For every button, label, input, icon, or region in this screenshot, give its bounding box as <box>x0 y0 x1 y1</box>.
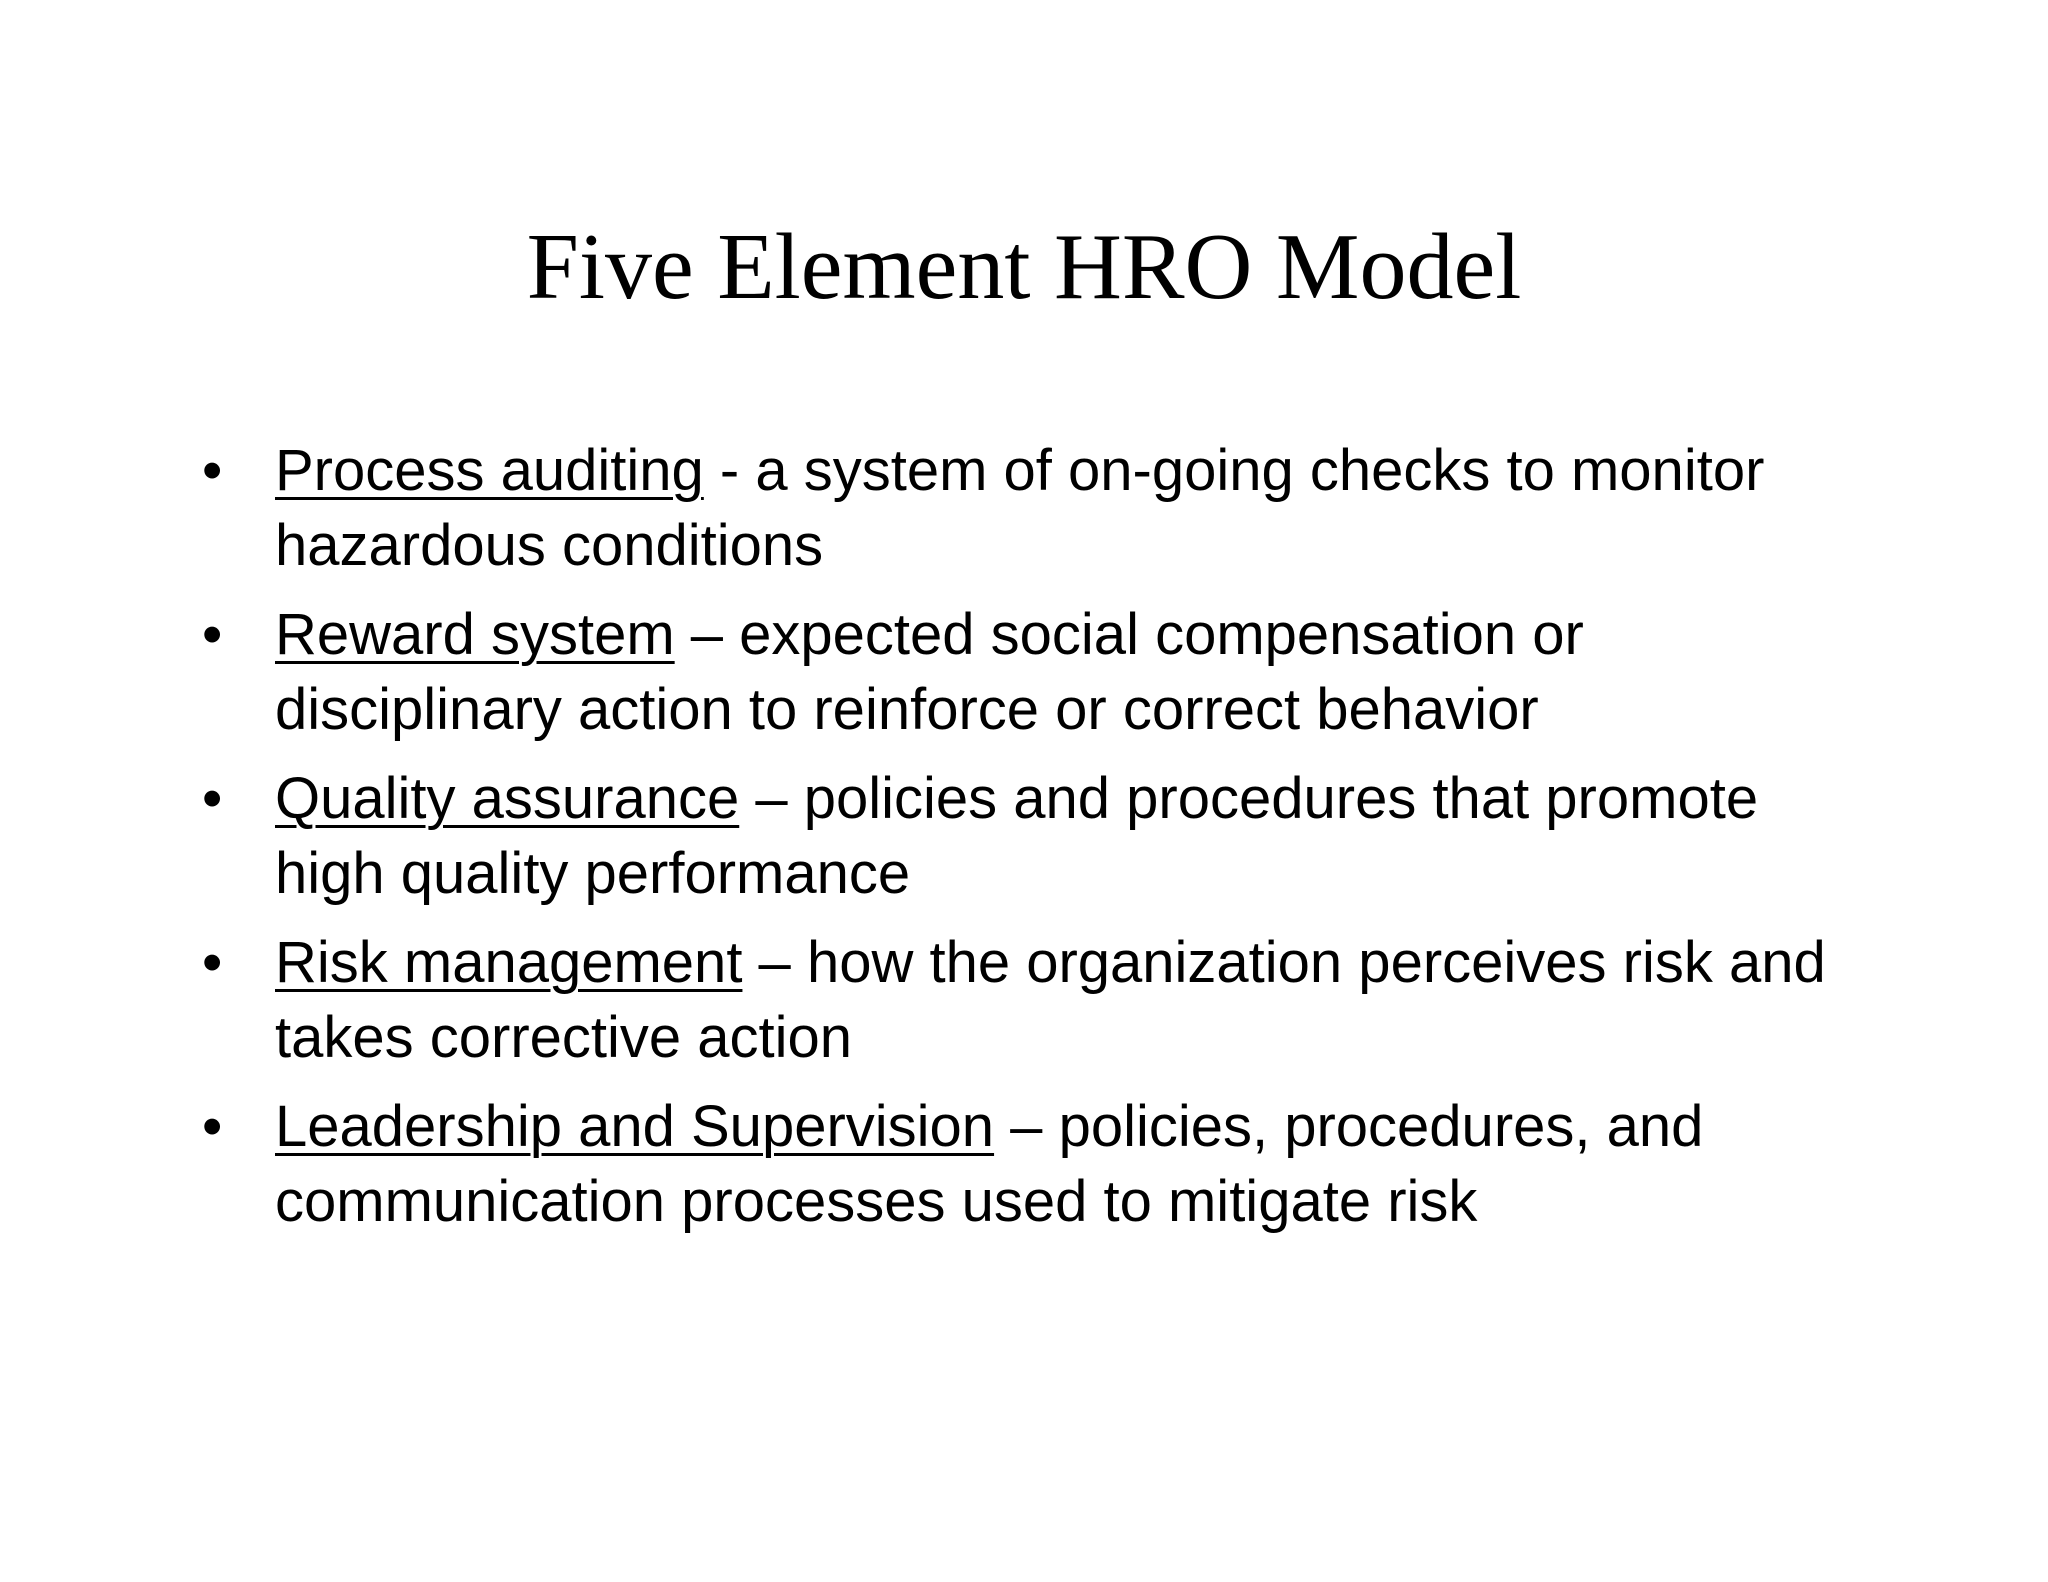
bullet-dot: • <box>202 1094 223 1159</box>
bullet-dot: • <box>202 930 223 995</box>
bullet-separator: – <box>674 602 740 667</box>
bullet-description: policies, procedures, and communication processes used to mitigate risk <box>275 1094 1704 1234</box>
bullet-description: expected social compensation or disciplinary action to reinforce or correct behavior <box>275 602 1584 742</box>
bullet-separator: – <box>739 766 804 831</box>
bullet-term: Process auditing <box>275 438 704 503</box>
bullet-dot: • <box>202 766 223 831</box>
bullet-separator: – <box>742 930 807 995</box>
bullet-list <box>196 433 1876 1253</box>
bullet-dot: • <box>202 438 223 503</box>
bullet-dot: • <box>202 602 223 667</box>
bullet-separator: - <box>703 438 756 503</box>
bullet-item-process-auditing <box>196 433 1876 583</box>
bullet-description: policies and procedures that promote high quality performance <box>275 766 1759 906</box>
bullet-item-quality-assurance <box>196 761 1876 911</box>
bullet-separator: – <box>994 1094 1059 1159</box>
bullet-term: Risk management <box>275 930 743 995</box>
slide-title: Five Element HRO Model <box>526 215 1522 319</box>
bullet-description: a system of on-going checks to monitor hazardous conditions <box>275 438 1765 578</box>
bullet-term: Leadership and Supervision <box>275 1094 995 1159</box>
bullet-item-risk-management <box>196 925 1876 1075</box>
bullet-item-leadership-and-supervision <box>196 1089 1876 1239</box>
bullet-term: Quality assurance <box>275 766 740 831</box>
bullet-description: how the organization perceives risk and takes corrective action <box>275 930 1826 1070</box>
bullet-term: Reward system <box>275 602 675 667</box>
bullet-item-reward-system <box>196 597 1876 747</box>
